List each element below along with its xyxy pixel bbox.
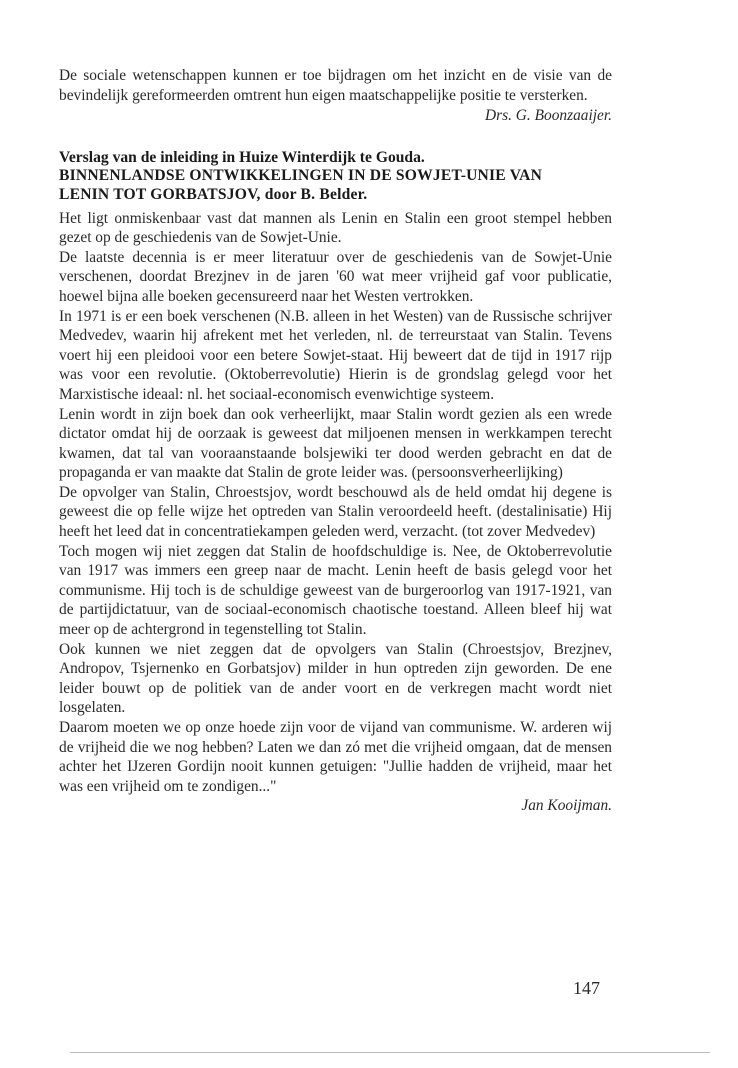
report-heading-line-1: Verslag van de inleiding in Huize Winterdijk te Gouda. <box>59 148 425 166</box>
body-paragraph: Ook kunnen we niet zeggen dat de opvolgers van Stalin (Chroestsjov, Brezjnev, Andropov, Tsjernenko en Gorbatsjov) milder in hun optreden zijn geworden. De ene leider bouwt op de politiek van de ander voort en de verkregen macht wordt niet losgelaten. <box>59 640 612 717</box>
body-paragraph: De laatste decennia is er meer literatuur over de geschiedenis van de Sowjet-Unie verschenen, doordat Brezjnev in de jaren '60 wat meer vrijheid gaf voor publicatie, hoewel bijna alle boeken gecensureerd naar het Westen vertrokken. <box>59 248 612 305</box>
report-heading <box>59 149 612 205</box>
body-paragraph: Daarom moeten we op onze hoede zijn voor de vijand van communisme. W. arderen wij de vrijheid die we nog hebben? Laten we dan zó met die vrijheid omgaan, dat de mensen achter het IJzeren Gordijn nooit kunnen getuigen: "Jullie hadden de vrijheid, maar het was een vrijheid om te zondigen..." <box>59 719 612 795</box>
bottom-rule <box>70 1052 710 1053</box>
body-paragraph: De opvolger van Stalin, Chroestsjov, wordt beschouwd als de held omdat hij degene is geweest die op felle wijze het optreden van Stalin veroordeeld heeft. (destalinisatie) Hij heeft het leed dat in concentratiekampen geleden werd, verzacht. (tot zover Medvedev) <box>59 483 612 541</box>
body-paragraph: In 1971 is er een boek verschenen (N.B. alleen in het Westen) van de Russische schrijver Medvedev, waarin hij afrekent met het verleden, nl. de terreurstaat van Stalin. Tevens voert hij een pleidooi voor een betere Sowjet-staat. Hij beweert dat de tijd in 1917 rijp was voor een revolutie. (Oktoberrevolutie) Hierin is de grondslag gelegd voor het Marxistische ideaal: nl. het sociaal-economisch evenwichtige systeem. <box>59 307 612 403</box>
body-paragraph: Lenin wordt in zijn boek dan ook verheerlijkt, maar Stalin wordt gezien als een wrede dictator omdat hij de oorzaak is geweest dat miljoenen mensen in werkkampen terecht kwamen, dat tal van vooraanstaande bolsjewiki ter dood werden gebracht en dat de propaganda er van maakte dat Stalin de grote leider was. (persoonsverheerlijking) <box>59 405 612 482</box>
intro-paragraph: De sociale wetenschappen kunnen er toe bijdragen om het inzicht en de visie van de bevindelijk gereformeerden omtrent hun eigen maatschappelijke positie te versterken. <box>59 67 612 104</box>
closing-signature: Jan Kooijman. <box>521 797 612 815</box>
body-paragraph: Het ligt onmiskenbaar vast dat mannen als Lenin en Stalin een groot stempel hebben gezet op de geschiedenis van de Sowjet-Unie. <box>59 209 612 247</box>
report-heading-line-3: LENIN TOT GORBATSJOV, door B. Belder. <box>59 185 368 203</box>
page-content <box>59 66 612 816</box>
body-paragraph: Toch mogen wij niet zeggen dat Stalin de hoofdschuldige is. Nee, de Oktoberrevolutie van 1917 was immers een greep naar de macht. Lenin heeft de basis gelegd voor het communisme. Hij toch is de schuldige geweest van de burgeroorlog van 1917-1921, van de partijdictatuur, van de sociaal-economisch chaotische toestand. Alleen bleef hij wat meer op de achtergrond in tegenstelling tot Stalin. <box>59 542 612 639</box>
report-heading-line-2: BINNENLANDSE ONTWIKKELINGEN IN DE SOWJET-UNIE VAN <box>59 167 543 185</box>
intro-signature: Drs. G. Boonzaaijer. <box>485 107 612 125</box>
page-number: 147 <box>573 978 600 998</box>
report-body <box>59 209 612 797</box>
